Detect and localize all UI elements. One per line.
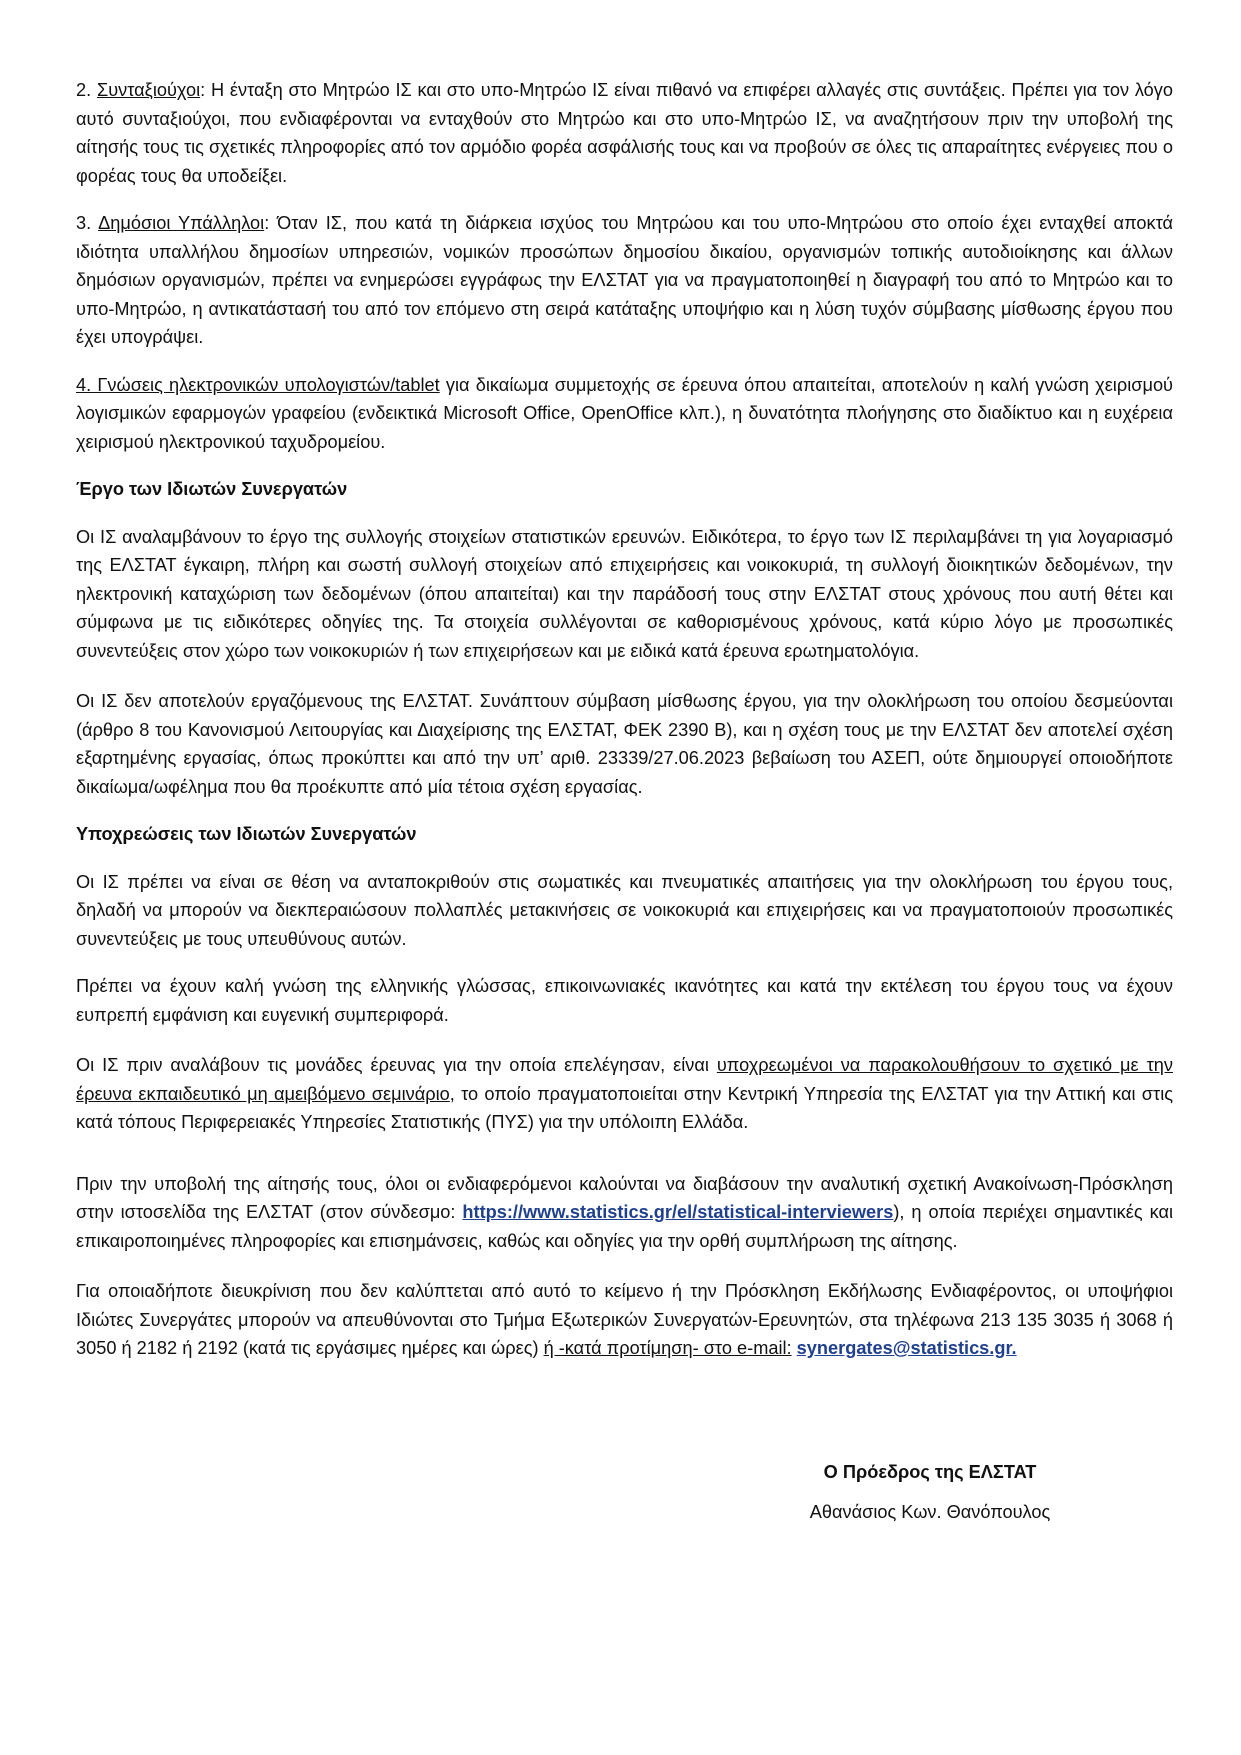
- heading-work: Έργο των Ιδιωτών Συνεργατών: [76, 479, 348, 499]
- paragraph-contact: [76, 1277, 1173, 1363]
- email-link[interactable]: synergates@statistics.gr.: [796, 1338, 1017, 1358]
- term-civil-servants: Δημόσιοι Υπάλληλοι: [98, 213, 265, 233]
- text-application-b: ), η οποία περιέχει σημαντικές και επικαιροποιημένες πληροφορίες και επισημάνσεις, καθώς και οδηγίες για την ορθή συμπλήρωση της αίτησης.: [76, 1202, 1174, 1251]
- signature-block: [720, 1458, 1140, 1526]
- heading-obligations: Υποχρεώσεις των Ιδιωτών Συνεργατών: [76, 824, 417, 844]
- text-contact-a: Για οποιαδήποτε διευκρίνιση που δεν καλύπτεται από αυτό το κείμενο ή την Πρόσκληση Εκδήλωσης Ενδιαφέροντος, οι υποψήφιοι Ιδιώτες Συνεργάτες μπορούν να απευθύνονται στο Τμήμα Εξωτερικών Συνεργατών-Ερευνητών, στα τηλέφωνα 213 135 3035 ή 3068 ή 3050 ή 2182 ή 2192 (κατά τις εργάσιμες ημέρες και ώρες): [76, 1281, 1173, 1358]
- paragraph-obligations-1: Οι ΙΣ πρέπει να είναι σε θέση να ανταποκριθούν στις σωματικές και πνευματικές απαιτήσεις για την ολοκλήρωση του έργου τους, δηλαδή να μπορούν να διεκπεραιώσουν πολλαπλές μετακινήσεις σε νοικοκυριά και επιχειρήσεις και να πραγματοποιούν προσωπικές συνεντεύξεις με τους υπευθύνους αυτών.: [76, 871, 1173, 949]
- text-seminar-underlined: υποχρεωμένοι να παρακολουθήσουν το σχετικό με την έρευνα εκπαιδευτικό μη αμειβόμενο σεμινάριο: [76, 1055, 1173, 1104]
- signature-title: Ο Πρόεδρος της ΕΛΣΤΑΤ: [823, 1462, 1037, 1482]
- paragraph-obligations-3: [76, 1051, 1173, 1137]
- text-seminar-b: , το οποίο πραγματοποιείται στην Κεντρική Υπηρεσία της ΕΛΣΤΑΤ για την Αττική και στις κατά τόπους Περιφερειακές Υπηρεσίες Στατιστικής (ΠΥΣ) για την υπόλοιπη Ελλάδα.: [76, 1083, 1174, 1132]
- item-number: 2.: [76, 80, 97, 100]
- paragraph-work-2: Οι ΙΣ δεν αποτελούν εργαζόμενους της ΕΛΣΤΑΤ. Συνάπτουν σύμβαση μίσθωσης έργου, για την ολοκλήρωση του οποίου δεσμεύονται (άρθρο 8 του Κανονισμού Λειτουργίας και Διαχείρισης της ΕΛΣΤΑΤ, ΦΕΚ 2390 Β), και η σχέση τους με την ΕΛΣΤΑΤ δεν αποτελεί σχέση εξαρτημένης εργασίας, όπως προκύπτει και από την υπ’ αριθ. 23339/27.06.2023 βεβαίωση του ΑΣΕΠ, ούτε δημιουργεί οποιοδήποτε δικαίωμα/ωφέλημα που θα προέκυπτε από μία τέτοια σχέση εργασίας.: [76, 691, 1173, 797]
- statistics-website-link[interactable]: https://www.statistics.gr/el/statistical-interviewers: [462, 1202, 894, 1222]
- paragraph-civil-servants: [76, 209, 1173, 352]
- item-number: 3.: [76, 213, 99, 233]
- term-computer-skills: 4. Γνώσεις ηλεκτρονικών υπολογιστών/tablet: [76, 374, 440, 395]
- paragraph-work-1: Οι ΙΣ αναλαμβάνουν το έργο της συλλογής στοιχείων στατιστικών ερευνών. Ειδικότερα, το έργο των ΙΣ περιλαμβάνει τη για λογαριασμό της ΕΛΣΤΑΤ έγκαιρη, πλήρη και σωστή συλλογή στοιχείων από επιχειρήσεις και νοικοκυριά, τη συλλογή διοικητικών δεδομένων, την ηλεκτρονική καταχώριση των δεδομένων (όπου απαιτείται) και την παράδοσή τους στην ΕΛΣΤΑΤ στους χρόνους που αυτή θέτει και σύμφωνα με τις ειδικότερες οδηγίες της. Τα στοιχεία συλλέγονται σε καθορισμένους χρόνους, κατά κύριο λόγο με προσωπικές συνεντεύξεις στον χώρο των νοικοκυριών ή των επιχειρήσεων και με ειδικά κατά έρευνα ερωτηματολόγια.: [76, 526, 1173, 661]
- text-civil-servants: : Όταν ΙΣ, που κατά τη διάρκεια ισχύος του Μητρώου και του υπο-Μητρώου στο οποίο έχει ενταχθεί αποκτά ιδιότητα υπαλλήλου δημοσίων υπηρεσιών, νομικών προσώπων δημοσίου δικαίου, οργανισμών τοπικής αυτοδιοίκησης και άλλων δημόσιων οργανισμών, πρέπει να ενημερώσει εγγράφως την ΕΛΣΤΑΤ για να πραγματοποιηθεί η διαγραφή του από το Μητρώο και το υπο-Μητρώο, η αντικατάστασή του από τον επόμενο στη σειρά κατάταξης υποψήφιο και η λύση τυχόν σύμβασης μίσθωσης έργου που έχει υπογράψει.: [76, 213, 1174, 347]
- text-contact-underlined: ή -κατά προτίμηση- στο e-mail:: [543, 1338, 792, 1358]
- paragraph-pensioners: [76, 76, 1173, 190]
- text-pensioners: : Η ένταξη στο Μητρώο ΙΣ και στο υπο-Μητρώο ΙΣ είναι πιθανό να επιφέρει αλλαγές στις συντάξεις. Πρέπει για τον λόγο αυτό συνταξιούχοι, που ενδιαφέρονται να ενταχθούν στο Μητρώο και στο υπο-Μητρώο ΙΣ, να αναζητήσουν πριν την υποβολή της αίτησής τους τις σχετικές πληροφορίες από τον αρμόδιο φορέα ασφάλισής τους και να προβούν σε όλες τις απαραίτητες ενέργειες που ο φορέας τους θα υποδείξει.: [76, 80, 1173, 186]
- document-body: [76, 76, 1173, 1382]
- paragraph-computer-skills: [76, 371, 1173, 457]
- paragraph-application-info: [76, 1170, 1173, 1256]
- text-application-a: Πριν την υποβολή της αίτησής τους, όλοι οι ενδιαφερόμενοι καλούνται να διαβάσουν την αναλυτική σχετική Ανακοίνωση-Πρόσκληση στην ιστοσελίδα της ΕΛΣΤΑΤ (στον σύνδεσμο:: [76, 1173, 1173, 1222]
- text-computer-skills: για δικαίωμα συμμετοχής σε έρευνα όπου απαιτείται, αποτελούν η καλή γνώση χειρισμού λογισμικών εφαρμογών γραφείου (ενδεικτικά Microsoft Office, OpenOffice κλπ.), η δυνατότητα πλοήγησης στο διαδίκτυο και η ευχέρεια χειρισμού ηλεκτρονικού ταχυδρομείου.: [76, 374, 1174, 452]
- term-pensioners: Συνταξιούχοι: [96, 80, 201, 100]
- paragraph-obligations-2: Πρέπει να έχουν καλή γνώση της ελληνικής γλώσσας, επικοινωνιακές ικανότητες και κατά την εκτέλεση του έργου τους να έχουν ευπρεπή εμφάνιση και ευγενική συμπεριφορά.: [76, 976, 1173, 1025]
- signature-name: Αθανάσιος Κων. Θανόπουλος: [809, 1501, 1051, 1522]
- text-seminar-a: Οι ΙΣ πριν αναλάβουν τις μονάδες έρευνας για την οποία επελέγησαν, είναι: [76, 1055, 717, 1075]
